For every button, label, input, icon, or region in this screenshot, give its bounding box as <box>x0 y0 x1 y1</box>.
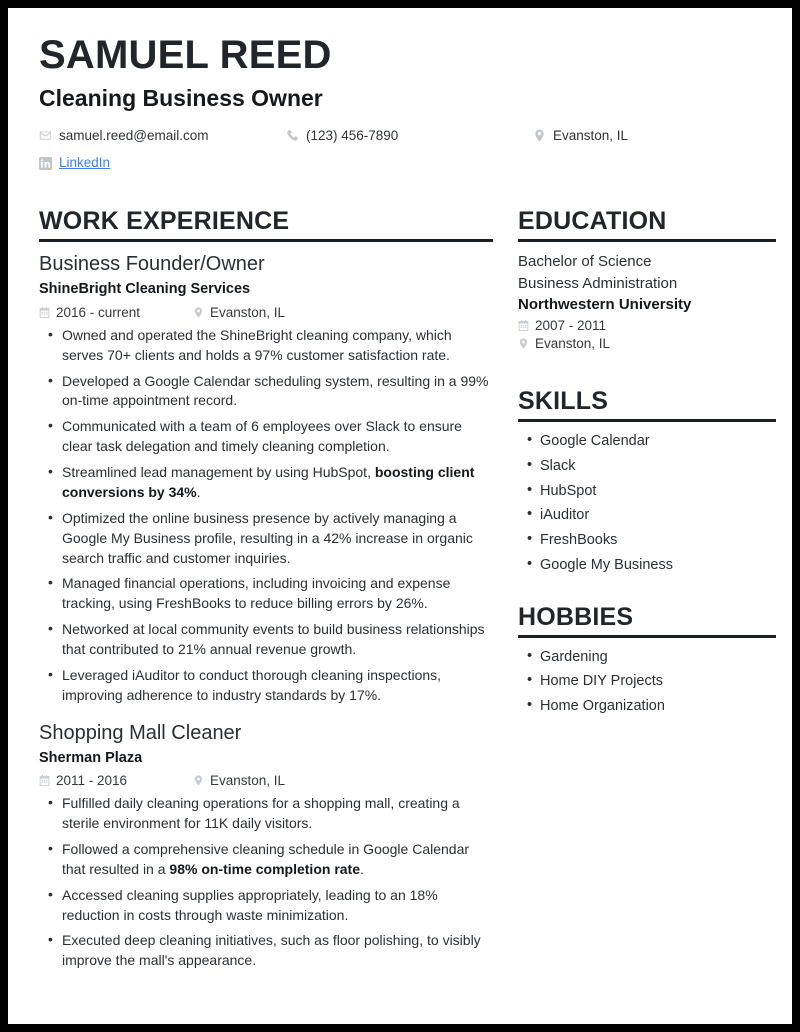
section-divider <box>518 239 776 242</box>
calendar-icon <box>39 775 50 786</box>
education-degree: Bachelor of Science <box>518 253 652 271</box>
section-divider <box>39 239 493 242</box>
contact-linkedin[interactable] <box>39 154 286 172</box>
contact-phone <box>286 127 533 145</box>
list-item: • Leveraged iAuditor to conduct thorough cleaning inspections, improving adherence to industry standards by 17%. <box>39 666 493 706</box>
calendar-icon <box>39 307 50 318</box>
section-education <box>518 207 776 351</box>
education-dates-text: 2007 - 2011 <box>535 318 607 334</box>
list-item: • Owned and operated the ShineBright cleaning company, which serves 70+ clients and holds a 97% customer satisfaction rate. <box>39 326 493 366</box>
list-item: • Accessed cleaning supplies appropriately, leading to an 18% reduction in costs through waste minimization. <box>39 886 493 926</box>
work-entry-dates-text: 2011 - 2016 <box>56 773 128 789</box>
hobbies-list <box>518 647 776 718</box>
section-title-work-experience: WORK EXPERIENCE <box>39 207 290 236</box>
location-pin-icon <box>533 129 546 142</box>
section-title-skills: SKILLS <box>518 387 609 416</box>
work-entry-dates <box>39 773 193 788</box>
list-item: • Home DIY Projects <box>518 671 776 693</box>
work-entry-location-text: Evanston, IL <box>210 304 286 320</box>
list-item: • Streamlined lead management by using HubSpot, boosting client conversions by 34%. <box>39 463 493 503</box>
section-title-education: EDUCATION <box>518 207 667 236</box>
job-title: Cleaning Business Owner <box>39 85 323 112</box>
list-item: • Networked at local community events to build business relationships that contributed to 21% annual revenue growth. <box>39 620 493 660</box>
work-entry <box>39 251 493 705</box>
work-entry-bullets <box>39 794 493 971</box>
location-pin-icon <box>193 775 204 786</box>
list-item: • Gardening <box>518 647 776 669</box>
section-work-experience <box>39 207 493 971</box>
work-entry-dates <box>39 305 193 320</box>
work-entry-bullets <box>39 326 493 706</box>
education-field: Business Administration <box>518 274 678 292</box>
work-entry-location <box>193 305 285 320</box>
list-item: • Developed a Google Calendar scheduling system, resulting in a 99% on-time appointment record. <box>39 372 493 412</box>
list-item: • Google My Business <box>518 555 776 577</box>
list-item: • Managed financial operations, including invoicing and expense tracking, using FreshBooks to reduce billing errors by 26%. <box>39 574 493 614</box>
section-divider <box>518 419 776 422</box>
contact-email <box>39 127 286 145</box>
contact-location-text: Evanston, IL <box>553 127 629 143</box>
contact-column-middle <box>286 127 533 154</box>
list-item: • Optimized the online business presence by actively managing a Google My Business profile, resulting in a 42% increase in organic search traffic and customer inquiries. <box>39 509 493 569</box>
contact-location <box>533 127 761 145</box>
resume-header <box>8 8 792 181</box>
list-item: • Google Calendar <box>518 431 776 453</box>
education-school: Northwestern University <box>518 295 692 313</box>
work-entry-role: Shopping Mall Cleaner <box>39 721 242 744</box>
work-entry-meta <box>39 305 493 320</box>
list-item: • Communicated with a team of 6 employees over Slack to ensure clear task delegation and timely cleaning completion. <box>39 417 493 457</box>
section-skills <box>518 387 776 577</box>
page-title: SAMUEL REED <box>39 33 332 77</box>
linkedin-icon <box>39 157 52 170</box>
work-entry-role: Business Founder/Owner <box>39 253 265 276</box>
contact-column-left <box>39 127 286 181</box>
section-title-hobbies: HOBBIES <box>518 602 634 631</box>
section-divider <box>518 635 776 638</box>
section-hobbies <box>518 603 776 718</box>
resume-page <box>8 8 792 1024</box>
contact-row <box>39 127 761 181</box>
list-item: • Slack <box>518 456 776 478</box>
contact-phone-text: (123) 456-7890 <box>306 127 399 143</box>
list-item: • Fulfilled daily cleaning operations for a shopping mall, creating a sterile environment for 11K daily visitors. <box>39 794 493 834</box>
envelope-icon <box>39 129 52 142</box>
work-entry-dates-text: 2016 - current <box>56 304 141 320</box>
list-item: • FreshBooks <box>518 530 776 552</box>
contact-email-text: samuel.reed@email.com <box>59 127 209 143</box>
spacer <box>518 581 776 603</box>
location-pin-icon <box>193 307 204 318</box>
work-entry-organization: ShineBright Cleaning Services <box>39 281 251 298</box>
list-item: • Executed deep cleaning initiatives, such as floor polishing, to visibly improve the mall's appearance. <box>39 931 493 971</box>
resume-body <box>8 181 792 985</box>
sidebar-column <box>518 207 776 722</box>
contact-column-right <box>533 127 761 154</box>
work-entry-location-text: Evanston, IL <box>210 773 286 789</box>
list-item: • Home Organization <box>518 696 776 718</box>
main-column <box>39 207 493 985</box>
work-entry-meta <box>39 773 493 788</box>
calendar-icon <box>518 320 529 331</box>
list-item: • HubSpot <box>518 481 776 503</box>
contact-linkedin-link[interactable]: LinkedIn <box>59 155 111 170</box>
list-item: • iAuditor <box>518 505 776 527</box>
education-entry <box>518 251 776 351</box>
education-location <box>518 336 776 351</box>
spacer <box>518 365 776 387</box>
work-entry-organization: Sherman Plaza <box>39 749 143 766</box>
phone-icon <box>286 129 299 142</box>
education-dates <box>518 318 776 333</box>
work-entry-location <box>193 773 285 788</box>
location-pin-icon <box>518 338 529 349</box>
education-location-text: Evanston, IL <box>535 336 611 352</box>
work-entry <box>39 720 493 972</box>
list-item: • Followed a comprehensive cleaning schedule in Google Calendar that resulted in a 98% on-time completion rate. <box>39 840 493 880</box>
skills-list <box>518 431 776 577</box>
education-meta <box>518 318 776 351</box>
